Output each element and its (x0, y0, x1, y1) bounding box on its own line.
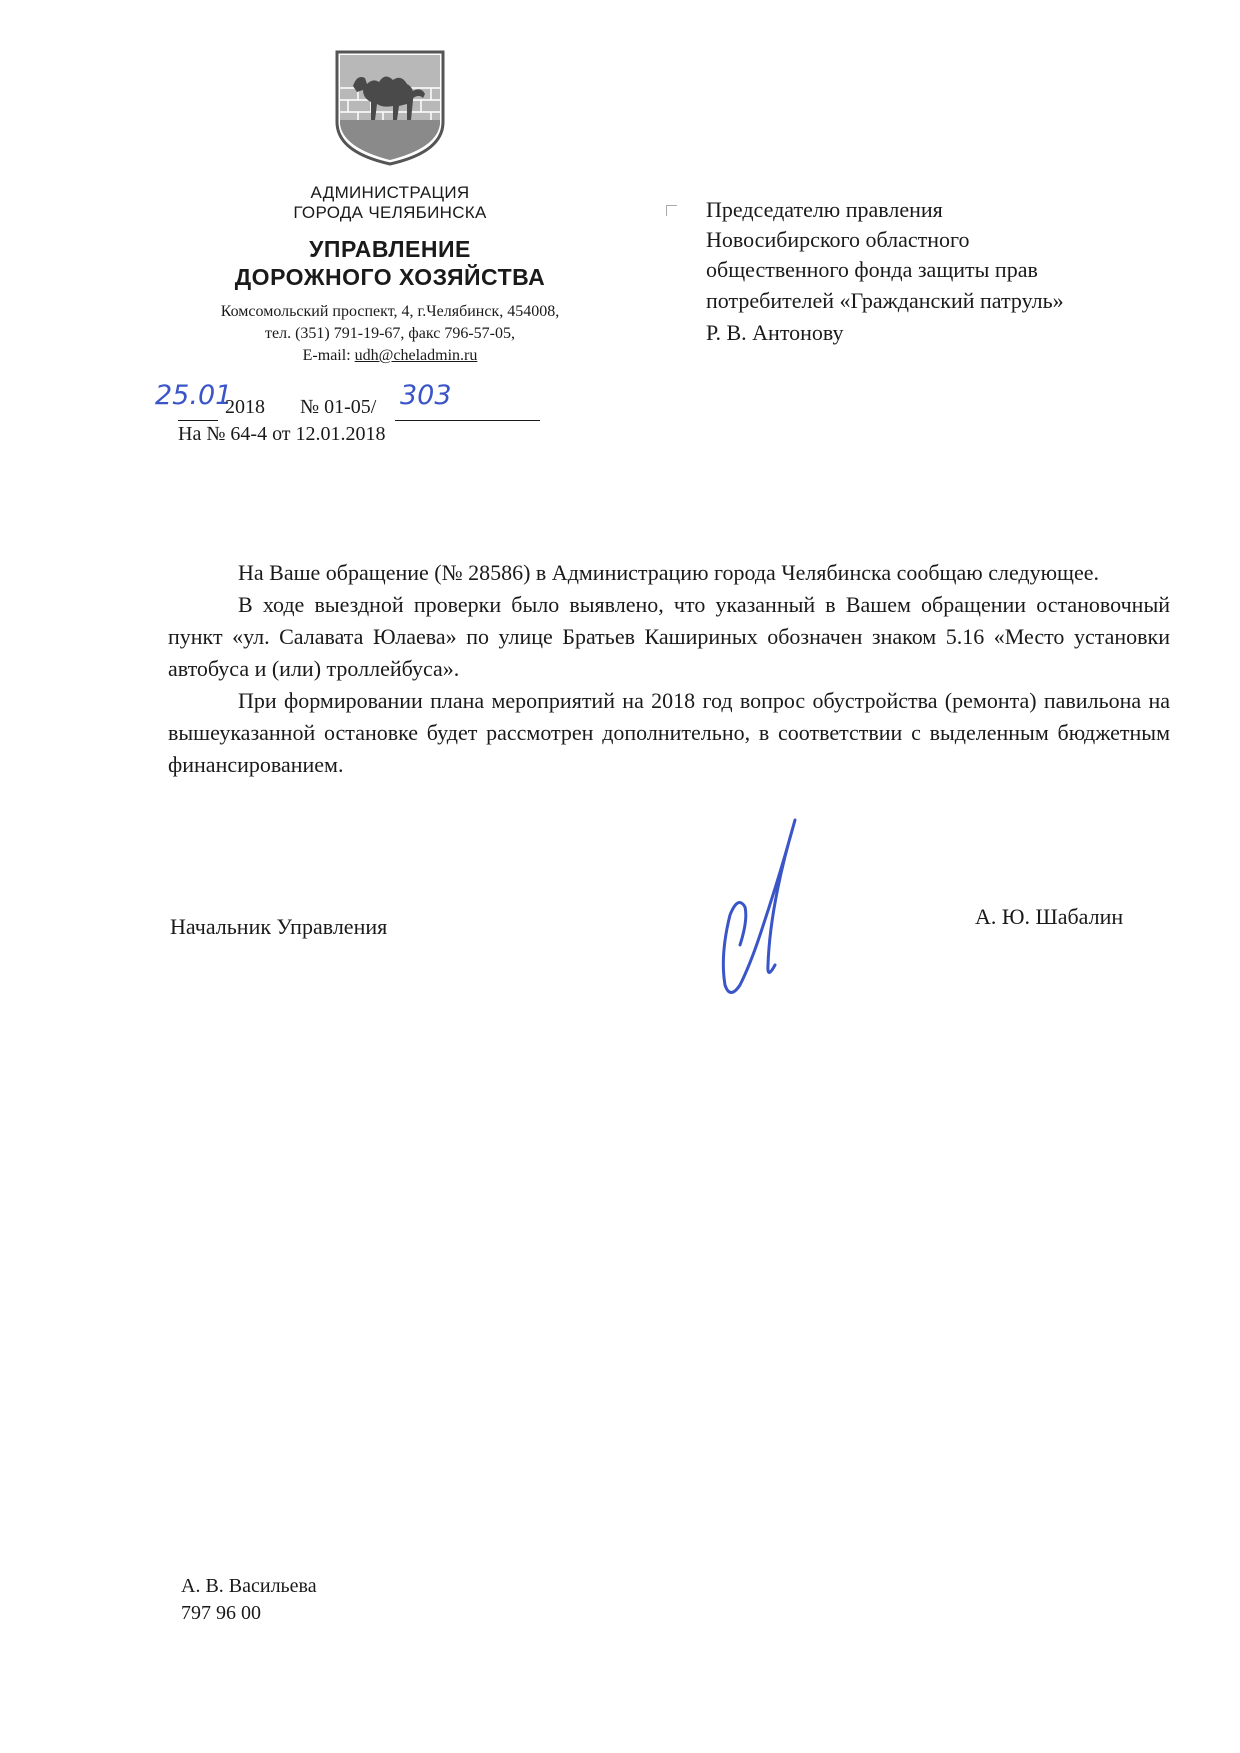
addressee-line-2: Новосибирского областного (706, 227, 970, 252)
reference-line: На № 64-4 от 12.01.2018 (178, 423, 386, 445)
dept-line-2: ДОРОЖНОГО ХОЗЯЙСТВА (234, 264, 546, 290)
addressee-line-3: общественного фонда защиты прав (706, 257, 1038, 282)
email-link[interactable]: udh@cheladmin.ru (354, 347, 478, 364)
address-line-1: Комсомольский проспект, 4, г.Челябинск, 454008, (220, 303, 560, 320)
letter-body (168, 557, 1170, 781)
addressee-line-1: Председателю правления (706, 197, 943, 222)
handwritten-number: 303 (400, 380, 452, 411)
dept-line-1: УПРАВЛЕНИЕ (309, 236, 471, 262)
handwritten-date: 25.01 (155, 380, 233, 411)
addressee-line-4: потребителей «Гражданский патруль» (706, 288, 1064, 313)
email-line (160, 347, 620, 365)
addressee-line-5: Р. В. Антонову (706, 320, 844, 345)
outgoing-year: 2018 (225, 396, 265, 418)
outgoing-number-prefix: № 01-05/ (300, 396, 377, 418)
executor-phone: 797 96 00 (181, 1602, 261, 1624)
body-paragraph-3: При формировании плана мероприятий на 2018 год вопрос обустройства (ремонта) павильона на вышеуказанной остановке будет рассмотрен дополнительно, в соответствии с выделенным бюджетным финансированием. (168, 688, 1170, 777)
addressee-corner-mark (666, 205, 677, 216)
coat-of-arms-icon (333, 48, 447, 166)
date-underline (178, 420, 218, 421)
admin-line-1: АДМИНИСТРАЦИЯ (310, 183, 470, 202)
executor-name: А. В. Васильева (181, 1575, 317, 1597)
email-label: E-mail: (302, 347, 355, 364)
signatory-name: А. Ю. Шабалин (975, 904, 1124, 929)
address-line-2: тел. (351) 791-19-67, факс 796-57-05, (265, 325, 515, 342)
body-paragraph-2: В ходе выездной проверки было выявлено, что указанный в Вашем обращении остановочный пункт «ул. Салавата Юлаева» по улице Братьев Кашириных обозначен знаком 5.16 «Место установки автобуса и (или) троллейбуса». (168, 592, 1170, 681)
signature-icon (700, 815, 820, 1000)
body-paragraph-1: На Ваше обращение (№ 28586) в Администрацию города Челябинска сообщаю следующее. (238, 560, 1100, 585)
signatory-title: Начальник Управления (170, 914, 388, 939)
number-underline (395, 420, 540, 421)
admin-line-2: ГОРОДА ЧЕЛЯБИНСКА (293, 203, 487, 222)
